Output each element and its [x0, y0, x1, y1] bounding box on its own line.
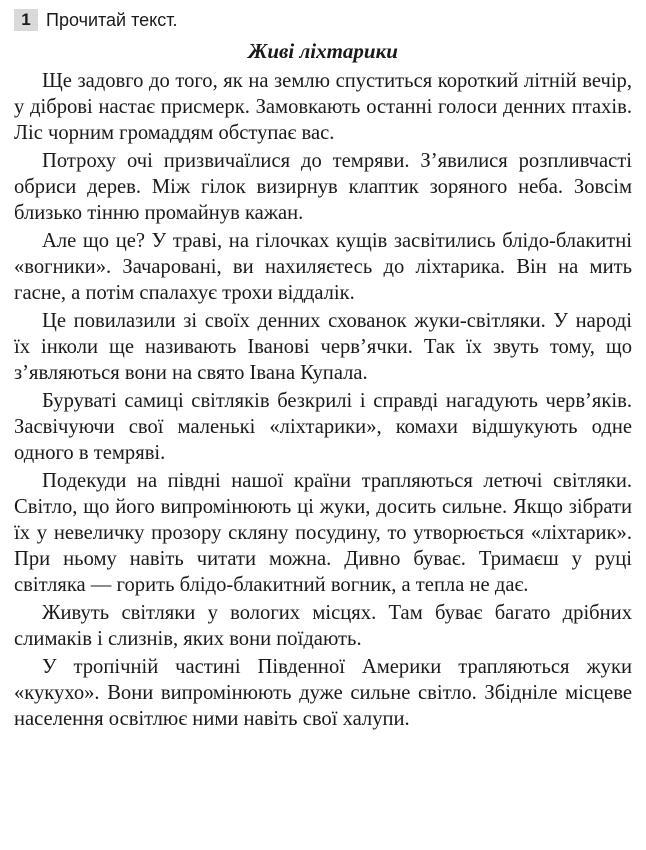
paragraph: Подекуди на півдні нашої країни трапляються летючі світляки. Світло, що його випромінюють ці жуки, досить сильне. Якщо зібрати їх у невеличку прозору скляну посудину, то утворюється «ліхтарик». При ньому навіть читати можна. Дивно буває. Тримаєш у руці світляка — горить блідо-блакитний вогник, а тепла не дає. [14, 470, 632, 596]
text-body [14, 68, 632, 732]
paragraph: Буруваті самиці світляків безкрилі і справді нагадують черв’яків. Засвічуючи свої маленькі «ліхтарики», комахи відшукують одне одного в темряві. [14, 390, 632, 464]
task-header [14, 6, 632, 34]
text-title: Живі ліхтарики [248, 39, 398, 63]
paragraph: Потроху очі призвичаїлися до темряви. З’явилися розпливчасті обриси дерев. Між гілок визирнув клаптик зоряного неба. Зовсім близько тінню промайнув кажан. [14, 150, 632, 224]
paragraph: Живуть світляки у вологих місцях. Там буває багато дрібних слимаків і слизнів, яких вони поїдають. [14, 602, 632, 650]
paragraph: Це повилазили зі своїх денних схованок жуки-світляки. У народі їх інколи ще називають Іванові черв’ячки. Так їх звуть тому, що з’являються вони на свято Івана Купала. [14, 310, 632, 384]
paragraph: Але що це? У траві, на гілочках кущів засвітились блідо-блакитні «вогники». Зачаровані, ви нахиляєтесь до ліхтарика. Він на мить гасне, а потім спалахує трохи віддалік. [14, 230, 632, 304]
paragraph: Ще задовго до того, як на землю спуститься короткий літній вечір, у діброві настає присмерк. Замовкають останні голоси денних птахів. Ліс чорним громаддям обступає вас. [14, 70, 632, 144]
paragraph: У тропічній частині Південної Америки трапляються жуки «кукухо». Вони випромінюють дуже сильне світло. Збідніле місцеве населення освітлює ними навіть свої халупи. [14, 656, 632, 730]
task-number-badge: 1 [14, 9, 38, 31]
task-instruction: Прочитай текст. [46, 10, 178, 30]
